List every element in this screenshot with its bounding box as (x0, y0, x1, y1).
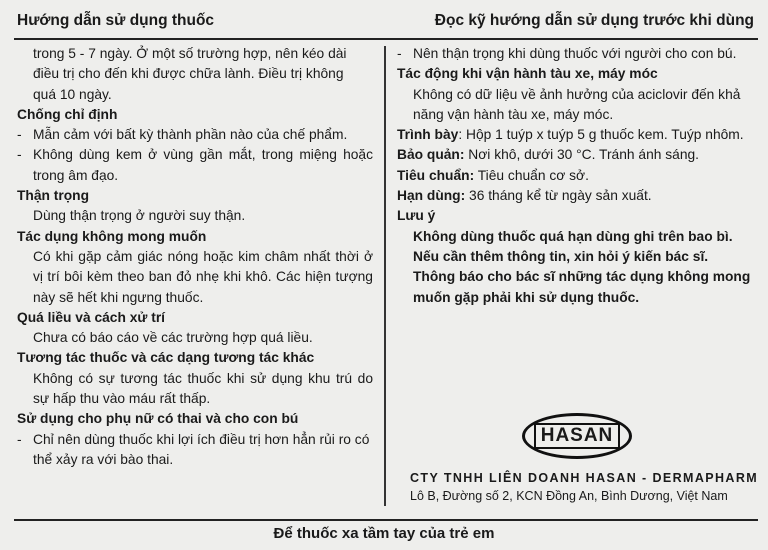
interactions-heading: Tương tác thuốc và các dạng tương tác khác (17, 350, 315, 366)
standard-row (397, 166, 755, 186)
storage-text: Nơi khô, dưới 30 °C. Tránh ánh sáng. (464, 147, 700, 163)
column-divider (384, 46, 386, 506)
expiry-text: 36 tháng kể từ ngày sản xuất. (465, 188, 652, 204)
bottom-divider (14, 519, 758, 521)
storage-label: Bảo quản: (397, 147, 465, 163)
precautions-text: Dùng thận trọng ở người suy thận. (33, 208, 246, 224)
contraindications-heading: Chống chỉ định (17, 106, 118, 122)
standard-label: Tiêu chuẩn: (397, 167, 475, 183)
side-effects-heading: Tác dụng không mong muốn (17, 228, 207, 244)
intro-line: điều trị cho đến khi được chữa lành. Điều trị không (33, 66, 344, 82)
note-line: Không dùng thuốc quá hạn dùng ghi trên bao bì. (413, 228, 733, 244)
left-column (17, 44, 373, 470)
header-right-title: Đọc kỹ hướng dẫn sử dụng trước khi dùng (434, 12, 754, 29)
right-column (397, 44, 755, 308)
note-line: Thông báo cho bác sĩ những tác dụng không mong muốn gặp phải khi sử dụng thuốc. (413, 269, 751, 305)
notes-heading: Lưu ý (397, 208, 436, 224)
interactions-text: Không có sự tương tác thuốc khi sử dụng khu trú do sự hấp thu vào máu rất thấp. (33, 370, 373, 407)
overdose-heading: Quá liều và cách xử trí (17, 309, 166, 325)
intro-line: trong 5 - 7 ngày. Ở một số trường hợp, nên kéo dài (33, 46, 347, 61)
logo-oval (522, 413, 632, 459)
overdose-text: Chưa có báo cáo về các trường hợp quá liều. (33, 330, 313, 346)
intro-line: quá 10 ngày. (33, 86, 112, 102)
logo-text: HASAN (534, 423, 621, 449)
driving-heading: Tác động khi vận hành tàu xe, máy móc (397, 66, 658, 82)
hasan-logo (522, 413, 632, 459)
presentation-text: : Hộp 1 tuýp x tuýp 5 g thuốc kem. Tuýp nhôm. (458, 127, 744, 143)
storage-row (397, 145, 755, 165)
expiry-label: Hạn dùng: (397, 188, 466, 204)
driving-text: Không có dữ liệu về ảnh hưởng của aciclovir đến khả năng vận hành tàu xe, máy móc. (413, 86, 741, 122)
header-left-title: Hướng dẫn sử dụng thuốc (17, 12, 215, 29)
breastfeeding-item: - Nên thận trọng khi dùng thuốc với người cho con bú. (397, 44, 755, 64)
contraindication-item: - Không dùng kem ở vùng gần mắt, trong miệng hoặc trong âm đạo. (17, 145, 373, 186)
side-effects-text: Có khi gặp cảm giác nóng hoặc kim châm nhất thời ở vị trí bôi kèm theo ban đỏ nhẹ khi khô. Các hiện tượng này sẽ hết khi ngưng thuốc. (33, 248, 373, 305)
top-divider (14, 38, 758, 40)
standard-text: Tiêu chuẩn cơ sở. (474, 167, 589, 183)
expiry-row (397, 186, 755, 206)
note-line: Nếu cần thêm thông tin, xin hỏi ý kiến bác sĩ. (413, 248, 709, 264)
presentation-row (397, 125, 755, 145)
company-name: CTY TNHH LIÊN DOANH HASAN - DERMAPHARM (410, 471, 759, 485)
contraindication-item: - Mẫn cảm với bất kỳ thành phần nào của chế phẩm. (17, 125, 373, 145)
presentation-label: Trình bày (397, 127, 459, 143)
footer-warning: Để thuốc xa tầm tay của trẻ em (273, 525, 495, 542)
precautions-heading: Thận trọng (17, 188, 90, 204)
company-address: Lô B, Đường số 2, KCN Đồng An, Bình Dương, Việt Nam (410, 489, 728, 503)
pregnancy-heading: Sử dụng cho phụ nữ có thai và cho con bú (17, 411, 299, 427)
pregnancy-item: - Chỉ nên dùng thuốc khi lợi ích điều trị hơn hẳn rủi ro có thể xảy ra với bào thai. (17, 430, 373, 471)
